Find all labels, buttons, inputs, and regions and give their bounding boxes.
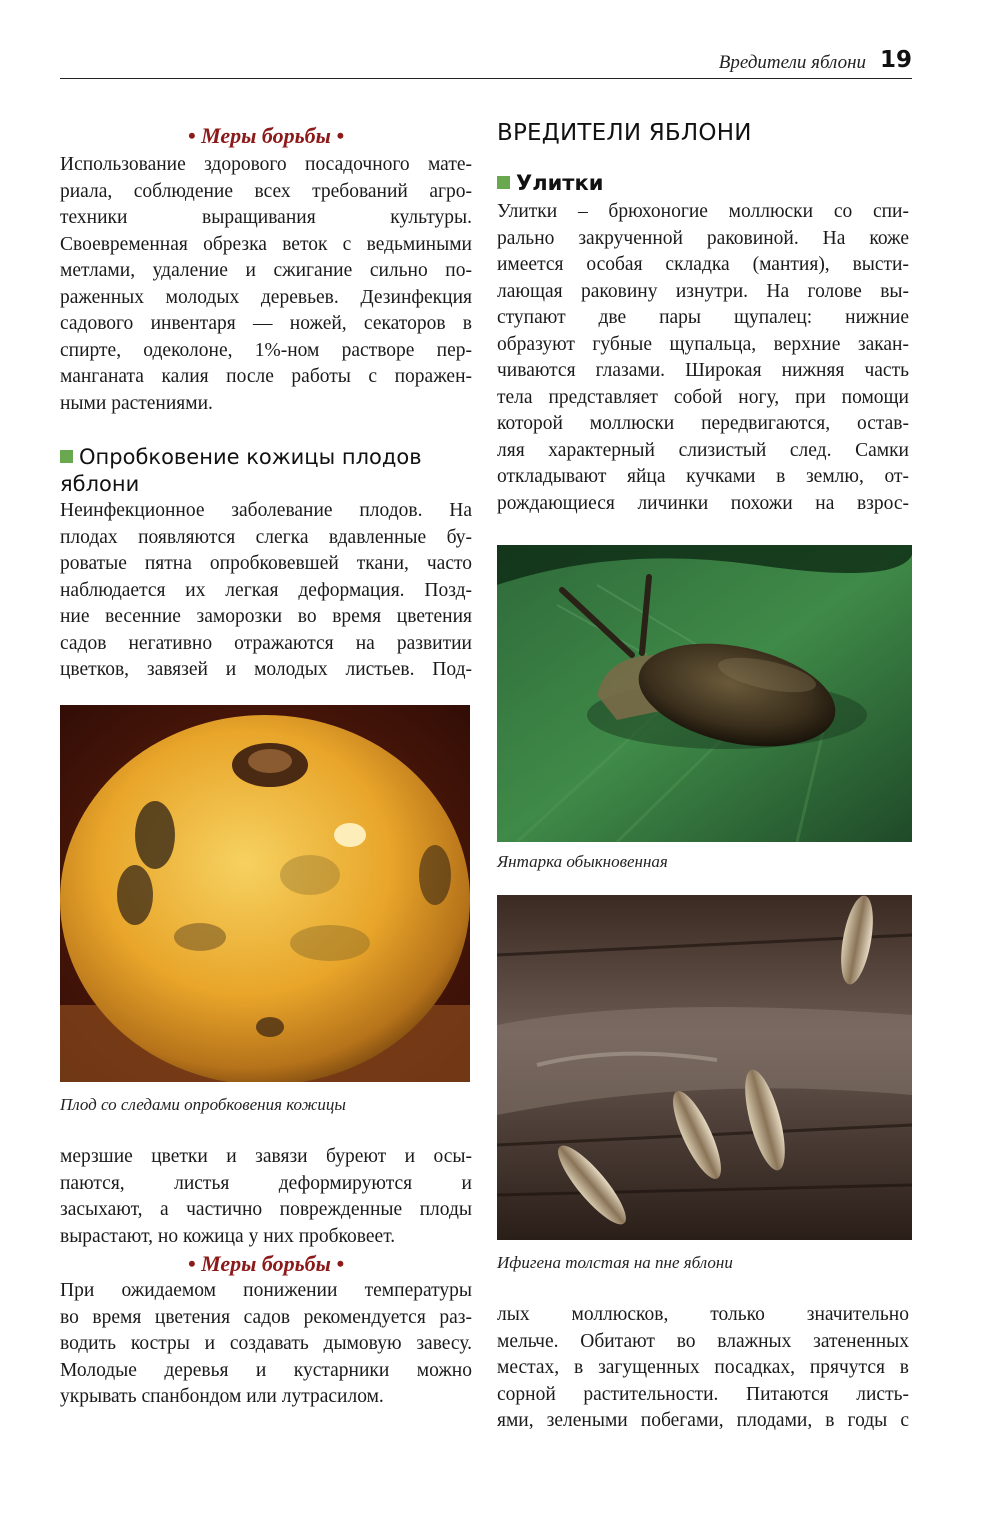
text-line: Использование здорового посадочного мате- — [60, 154, 472, 175]
text-line: вырастают, но кожица у них пробковеет. — [60, 1225, 396, 1247]
text-line: манганата калия после работы с поражен- — [60, 366, 472, 387]
section-title: Опробковение кожицы плодов яблони — [60, 445, 422, 496]
apple-photo — [60, 705, 470, 1082]
measures-heading: • Меры борьбы • — [187, 1251, 345, 1276]
text-line: плодах появляются слегка вдавленные бу- — [60, 526, 472, 548]
text-line: рально закрученной раковиной. На коже — [497, 227, 909, 249]
text-line: Улитки – брюхоногие моллюски со спи- — [497, 201, 909, 222]
apple-photo-caption: Плод со следами опробковения кожицы — [60, 1095, 346, 1114]
text-line: сорной растительности. Питаются листь- — [497, 1383, 909, 1405]
square-bullet-icon — [60, 450, 73, 463]
text-line: ляя характерный слизистый след. Самки — [497, 439, 909, 461]
text-line: техники выращивания культуры. — [60, 207, 472, 228]
square-bullet-icon — [497, 176, 510, 189]
right-column — [497, 120, 909, 517]
text-line: риала, соблюдение всех требований агро- — [60, 180, 472, 202]
snail-photo-caption: Янтарка обыкновенная — [497, 852, 668, 871]
section-title: Улитки — [497, 170, 909, 197]
text-line: спирте, одеколоне, 1%-ном растворе пер- — [60, 339, 472, 361]
snail-photo — [497, 545, 912, 842]
right-continuation — [497, 1302, 909, 1435]
text-line: Молодые деревья и кустарники можно — [60, 1359, 472, 1381]
measures-paragraph — [60, 152, 472, 417]
text-line: метлами, удаление и сжигание сильно по- — [60, 260, 472, 281]
text-line: садового инвентаря — ножей, секаторов в — [60, 313, 472, 334]
section-paragraph — [60, 498, 472, 684]
page-number: 19 — [879, 47, 912, 73]
text-line: наблюдается их легкая деформация. Позд- — [60, 579, 472, 601]
text-line: паются, листья деформируются и — [60, 1172, 472, 1194]
text-line: лых моллюсков, только значительно — [497, 1304, 909, 1325]
chapter-title: ВРЕДИТЕЛИ ЯБЛОНИ — [497, 120, 752, 146]
measures-paragraph — [60, 1278, 472, 1411]
text-line: цветков, завязей и молодых листьев. Под- — [60, 659, 472, 680]
text-line: Своевременная обрезка веток с ведьмиными — [60, 233, 472, 255]
text-line: садов негативно отражаются на развитии — [60, 632, 472, 654]
text-line: ступают две пары щупалец: нижние — [497, 307, 909, 328]
text-line: которой моллюски передвигаются, остав- — [497, 413, 909, 434]
text-line: Неинфекционное заболевание плодов. На — [60, 500, 472, 521]
continuation-paragraph — [497, 1302, 909, 1435]
text-line: тела представляет собой ногу, при помощи — [497, 386, 909, 408]
measures-heading: • Меры борьбы • — [187, 123, 345, 148]
text-line: чиваются глазами. Широкая нижняя часть — [497, 360, 909, 381]
text-line: лающая раковину изнутри. На голове вы- — [497, 280, 909, 302]
text-line: образуют губные щупальца, верхние закан- — [497, 333, 909, 355]
text-line: раженных молодых деревьев. Дезинфекция — [60, 286, 472, 308]
text-line: ями, зелеными побегами, плодами, в годы с — [497, 1410, 909, 1431]
left-continuation — [60, 1144, 472, 1411]
snails-on-stump-photo — [497, 895, 912, 1240]
text-line: укрывать спанбондом или лутрасилом. — [60, 1386, 384, 1407]
snails-photo-caption: Ифигена толстая на пне яблони — [497, 1253, 733, 1272]
text-line: ными растениями. — [60, 392, 213, 414]
text-line: местах, в загущенных посадках, прячутся в — [497, 1357, 909, 1378]
text-line: мерзшие цветки и завязи буреют и осы- — [60, 1146, 472, 1167]
text-line: во время цветения садов рекомендуется раз- — [60, 1306, 472, 1328]
text-line: откладывают яйца кучками в землю, от- — [497, 466, 909, 487]
continuation-paragraph — [60, 1144, 472, 1250]
left-column — [60, 122, 472, 417]
text-line: имеется особая складка (мантия), высти- — [497, 254, 909, 275]
running-header — [60, 48, 912, 79]
section-paragraph — [497, 199, 909, 517]
text-line: рождающиеся личинки похожи на взрос- — [497, 492, 909, 514]
running-title: Вредители яблони — [718, 52, 866, 73]
text-line: засыхают, а частично поврежденные плоды — [60, 1199, 472, 1220]
text-line: водить костры и создавать дымовую завесу. — [60, 1333, 472, 1354]
left-section — [60, 444, 472, 684]
text-line: мельче. Обитают во влажных затененных — [497, 1330, 909, 1352]
text-line: роватые пятна опробковевшей ткани, часто — [60, 553, 472, 574]
text-line: При ожидаемом понижении температуры — [60, 1280, 472, 1301]
text-line: ние весенние заморозки во время цветения — [60, 606, 472, 627]
